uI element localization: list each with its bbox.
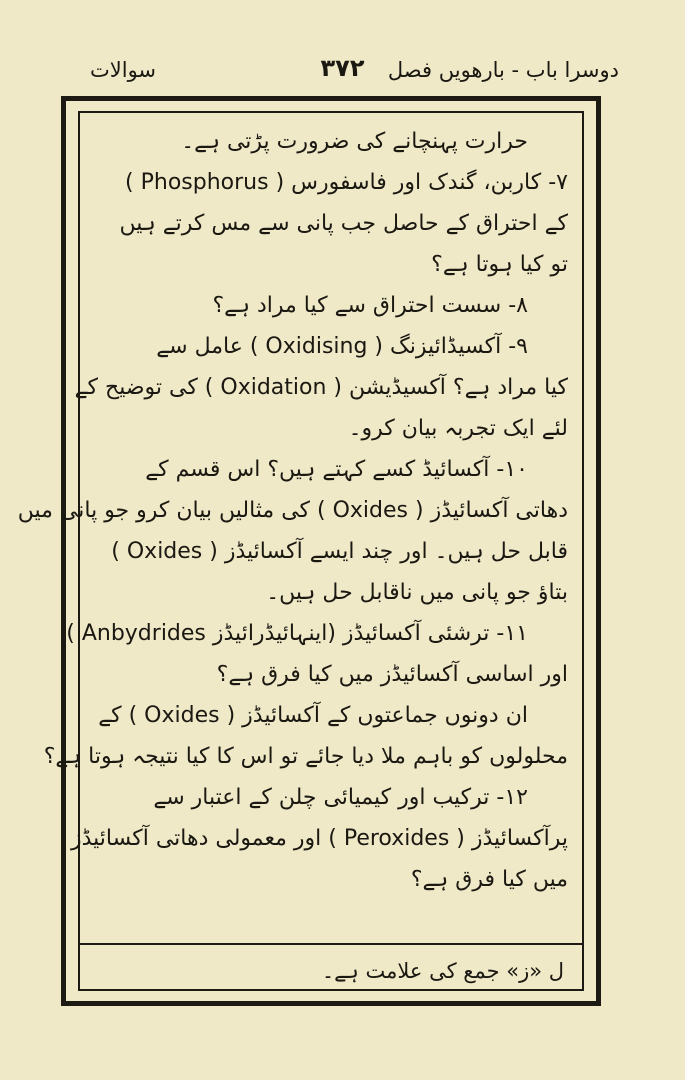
page-number: ۳۷۲	[320, 54, 365, 82]
text-line: پرآکسائیڈز ( Peroxides ) اور معمولی دھاتی آکسائیڈز	[71, 826, 568, 851]
question-9: ۹- آکسیڈائیزنگ ( Oxidising ) عامل سے	[156, 334, 528, 359]
text-line: اور اساسی آکسائیڈز میں کیا فرق ہے؟	[216, 662, 568, 687]
text-line: محلولوں کو باہم ملا دیا جائے تو اس کا کیا نتیجہ ہوتا ہے؟	[43, 744, 568, 769]
text-line: کے احتراق کے حاصل جب پانی سے مس کرتے ہیں	[119, 211, 568, 236]
text-line: حرارت پہنچانے کی ضرورت پڑتی ہے۔	[181, 129, 528, 154]
text-line: قابل حل ہیں۔ اور چند ایسے آکسائیڈز ( Oxides )	[111, 539, 568, 564]
inner-frame	[17, 111, 584, 991]
question-11: ۱۱- ترشئی آکسائیڈز (اینہائیڈرائیڈز Anbydrides )	[66, 621, 528, 646]
text-line: ان دونوں جماعتوں کے آکسائیڈز ( Oxides ) کے	[98, 703, 528, 728]
footnote-divider	[80, 943, 582, 945]
text-line: میں کیا فرق ہے؟	[410, 867, 568, 892]
text-line: لئے ایک تجربہ بیان کرو۔	[348, 416, 568, 441]
text-line: کیا مراد ہے؟ آکسیڈیشن ( Oxidation ) کی توضیح کے	[74, 375, 568, 400]
running-header	[60, 54, 625, 90]
chapter-heading: دوسرا باب - بارھویں فصل	[387, 58, 619, 82]
text-line: دھاتی آکسائیڈز ( Oxides ) کی مثالیں بیان کرو جو پانی میں	[17, 498, 568, 523]
text-line: تو کیا ہوتا ہے؟	[431, 252, 568, 277]
question-7: ۷- کاربن، گندک اور فاسفورس ( Phosphorus )	[125, 170, 568, 195]
text-frame	[17, 96, 601, 1006]
question-8: ۸- سست احتراق سے کیا مراد ہے؟	[212, 293, 528, 318]
section-title: سوالات	[90, 58, 157, 82]
question-text	[17, 121, 582, 900]
question-10: ۱۰- آکسائیڈ کسے کہتے ہیں؟ اس قسم کے	[145, 457, 528, 482]
text-line: بتاؤ جو پانی میں ناقابل حل ہیں۔	[266, 580, 568, 605]
question-12: ۱۲- ترکیب اور کیمیائی چلن کے اعتبار سے	[153, 785, 528, 810]
footnote: ل «ز» جمع کی علامت ہے۔	[321, 959, 564, 983]
